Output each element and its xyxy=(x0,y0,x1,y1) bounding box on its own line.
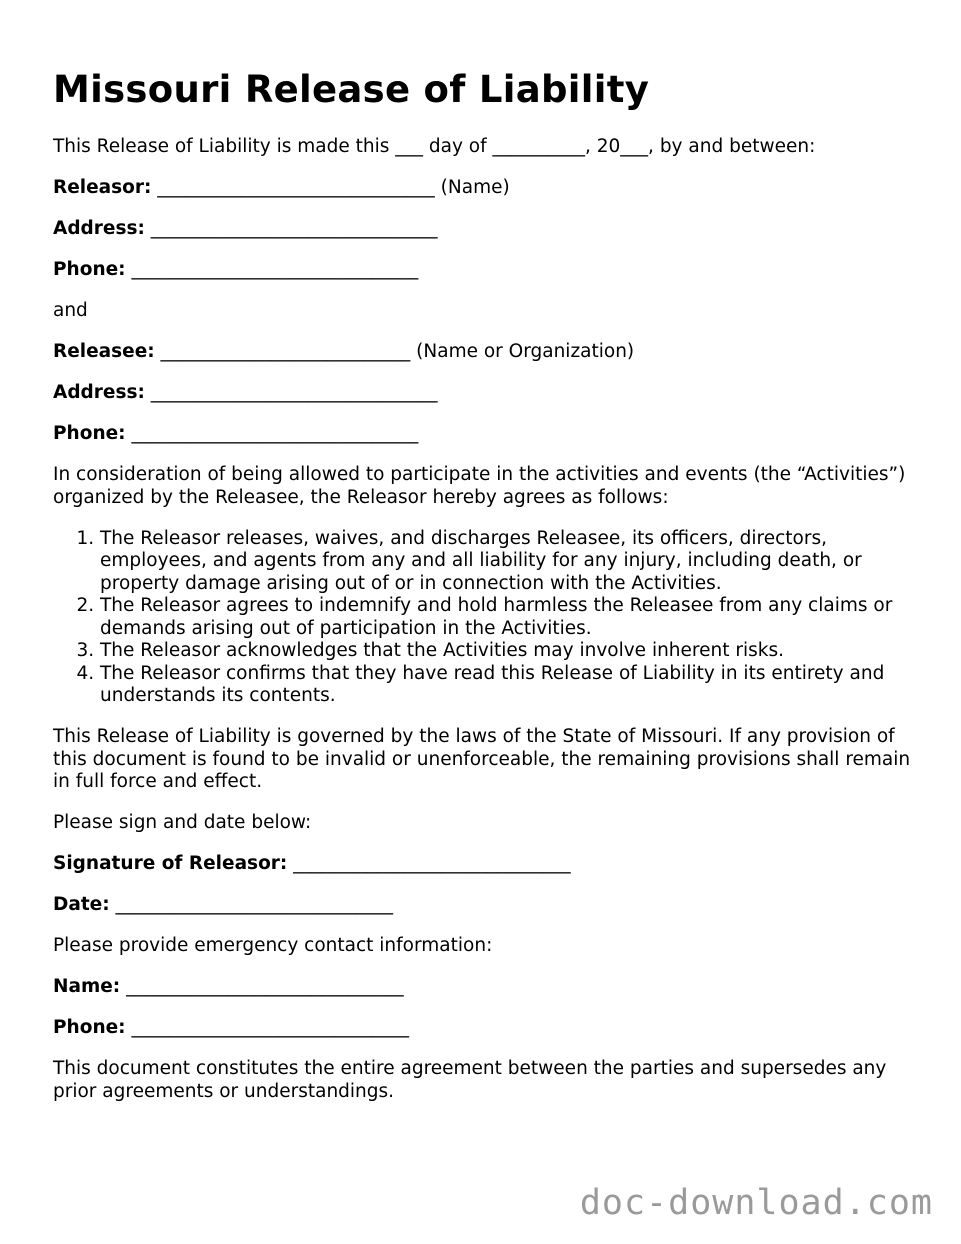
date-label: Date: xyxy=(53,894,110,915)
releasor-name-blank: ______________________________ (Name) xyxy=(151,177,510,198)
terms-list xyxy=(53,528,913,708)
governing-law-text: This Release of Liability is governed by the laws of the State of Missouri. If any provision of this document is found to be invalid or unenforceable, the remaining provisions shall remain in full force and effect. xyxy=(53,726,911,792)
emergency-phone-blank: ______________________________ xyxy=(125,1017,409,1038)
releasor-name-label: Releasor: xyxy=(53,177,152,198)
closing-text: This document constitutes the entire agreement between the parties and supersedes any prior agreements or understandings. xyxy=(53,1058,887,1102)
date-blank: ______________________________ xyxy=(109,894,394,915)
term-item: 3. The Releasor acknowledges that the Activities may involve inherent risks. xyxy=(100,640,913,663)
consideration-text: In consideration of being allowed to participate in the activities and events (the “Activities”) organized by the Releasee, the Releasor hereby agrees as follows: xyxy=(53,464,906,508)
sign-prompt: Please sign and date below: xyxy=(53,812,312,833)
releasee-address-label: Address: xyxy=(53,382,145,403)
releasor-phone-line xyxy=(53,259,913,282)
intro-text: This Release of Liability is made this ___ day of __________, 20___, by and between: xyxy=(53,136,816,157)
releasee-address-line xyxy=(53,382,913,405)
emergency-name-line xyxy=(53,976,913,999)
releasor-address-label: Address: xyxy=(53,218,145,239)
releasee-phone-line xyxy=(53,423,913,446)
releasee-phone-blank: _______________________________ xyxy=(125,423,419,444)
document-page xyxy=(53,68,913,1103)
emergency-phone-label: Phone: xyxy=(53,1017,126,1038)
releasee-name-label: Releasee: xyxy=(53,341,155,362)
emergency-name-blank: ______________________________ xyxy=(120,976,404,997)
signature-blank: ______________________________ xyxy=(287,853,571,874)
releasee-name-line xyxy=(53,341,913,364)
and-text: and xyxy=(53,300,88,321)
emergency-prompt: Please provide emergency contact information: xyxy=(53,935,493,956)
term-item: 1. The Releasor releases, waives, and discharges Releasee, its officers, directors, employees, and agents from any and all liability for any injury, including death, or property damage arising out of or in connection with the Activities. xyxy=(100,528,913,596)
term-item: 4. The Releasor confirms that they have read this Release of Liability in its entirety and understands its contents. xyxy=(100,663,913,708)
releasee-phone-label: Phone: xyxy=(53,423,126,444)
releasor-name-line xyxy=(53,177,913,200)
emergency-phone-line xyxy=(53,1017,913,1040)
signature-line xyxy=(53,853,913,876)
emergency-name-label: Name: xyxy=(53,976,121,997)
releasee-name-blank: ___________________________ (Name or Organization) xyxy=(154,341,635,362)
date-line xyxy=(53,894,913,917)
term-item: 2. The Releasor agrees to indemnify and hold harmless the Releasee from any claims or demands arising out of participation in the Activities. xyxy=(100,595,913,640)
signature-label: Signature of Releasor: xyxy=(53,853,288,874)
releasor-address-blank: _______________________________ xyxy=(144,218,438,239)
releasor-phone-blank: _______________________________ xyxy=(125,259,419,280)
releasor-phone-label: Phone: xyxy=(53,259,126,280)
releasor-address-line xyxy=(53,218,913,241)
document-title: Missouri Release of Liability xyxy=(53,68,650,111)
releasee-address-blank: _______________________________ xyxy=(144,382,438,403)
watermark: doc-download.com xyxy=(579,1183,933,1223)
